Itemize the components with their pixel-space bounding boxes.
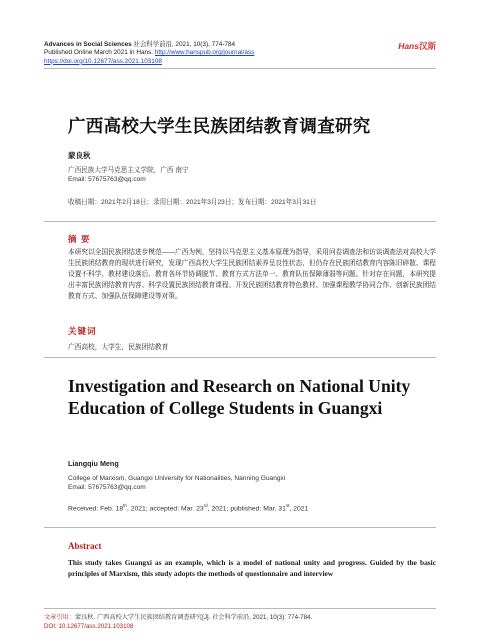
en-dates	[68, 503, 308, 512]
citation-text: 蒙良秋. 广西高校大学生民族团结教育调查研究[J]. 社会科学前沿, 2021, 10(3): 774-784.	[74, 614, 313, 621]
en-published-sup: st	[285, 503, 290, 508]
journal-url-link[interactable]: http://www.hanspub.org/journal/ass	[154, 49, 255, 57]
cn-keywords-heading: 关键词	[68, 326, 97, 336]
header-divider	[44, 68, 436, 69]
en-abstract-heading: Abstract	[68, 541, 102, 551]
cn-abstract-text: 本研究以全国民族团结进步模范——广西为例，坚持以马克思主义基本原理为指导，采用问卷调查法和访谈调查法对高校大学生民族团结教育的现状进行研究，发现广西高校大学生民族团结素养呈良性状态，但仍存在民族团结教育内容陈旧碎散、课程设置不科学、教材建设落后、教育各环节协调脱节、教育方式方法单一、教育队伍保障薄弱等问题。针对存在问题，本研究提出丰富民族团结教育内容、科学设置民族团结教育课程、开发民族团结教育特色教材、加强课程教学协同合作、创新民族团结教育方式、加强队伍保障建设等对策。	[68, 249, 436, 300]
journal-issue: 社会科学前沿, 2021, 10(3), 774-784	[131, 41, 236, 48]
cn-affiliation-block	[68, 166, 189, 184]
en-title: Investigation and Research on National Unity Education of College Students in Guangxi	[68, 376, 411, 418]
journal-line	[44, 41, 436, 49]
journal-header	[44, 41, 436, 66]
cn-keywords: 广西高校，大学生，民族团结教育	[68, 344, 169, 351]
brand-latin: Hans	[398, 41, 419, 51]
abstract-divider-top	[44, 221, 436, 222]
cn-affiliation: 广西民族大学马克思主义学院，广西 南宁	[68, 167, 189, 174]
cn-abstract-heading: 摘 要	[68, 234, 91, 244]
en-received: Received: Feb. 18	[68, 505, 124, 513]
doi-url-link[interactable]: https://doi.org/10.12677/ass.2021.103108	[44, 57, 162, 65]
cn-dates: 收稿日期：2021年2月18日；录用日期：2021年3月23日；发布日期：2021年3月31日	[68, 199, 317, 206]
en-year-end: , 2021	[289, 505, 309, 513]
en-affiliation: College of Marxism, Guangxi University for Nationalities, Nanning Guangxi	[68, 475, 286, 482]
en-author: Liangqiu Meng	[68, 459, 119, 468]
published-prefix: Published Online March 2021 in Hans.	[44, 49, 155, 57]
published-line	[44, 49, 436, 57]
cn-author: 蒙良秋	[68, 151, 91, 160]
en-affiliation-block	[68, 474, 285, 492]
en-accepted: , 2021; accepted: Mar. 23	[126, 505, 204, 513]
citation-line	[44, 614, 312, 623]
en-email: Email: 57675763@qq.com	[68, 484, 146, 491]
journal-name: Advances in Social Sciences	[44, 41, 132, 48]
en-published: , 2021; published: Mar. 31	[207, 505, 286, 513]
en-accepted-sup: rd	[203, 503, 208, 508]
citation-footer	[44, 614, 312, 631]
en-abstract-text: This study takes Guangxi as an example, which is a model of national unity and progress. Guided by the basic principles of Marxism, this study adopts the methods of questionnaire and interview	[68, 558, 436, 578]
brand-cn: 汉斯	[418, 41, 436, 51]
keywords-divider	[44, 357, 436, 358]
footer-divider	[44, 608, 436, 609]
footer-doi: DOI: 10.12677/ass.2021.103108	[44, 622, 134, 630]
hans-logo	[398, 40, 436, 52]
cn-title: 广西高校大学生民族团结教育调查研究	[68, 117, 371, 137]
cn-email: Email: 57675763@qq.com	[68, 176, 146, 183]
en-abstract-divider	[44, 527, 436, 528]
en-received-sup: th	[123, 503, 127, 508]
citation-label: 文章引用：	[44, 614, 75, 621]
